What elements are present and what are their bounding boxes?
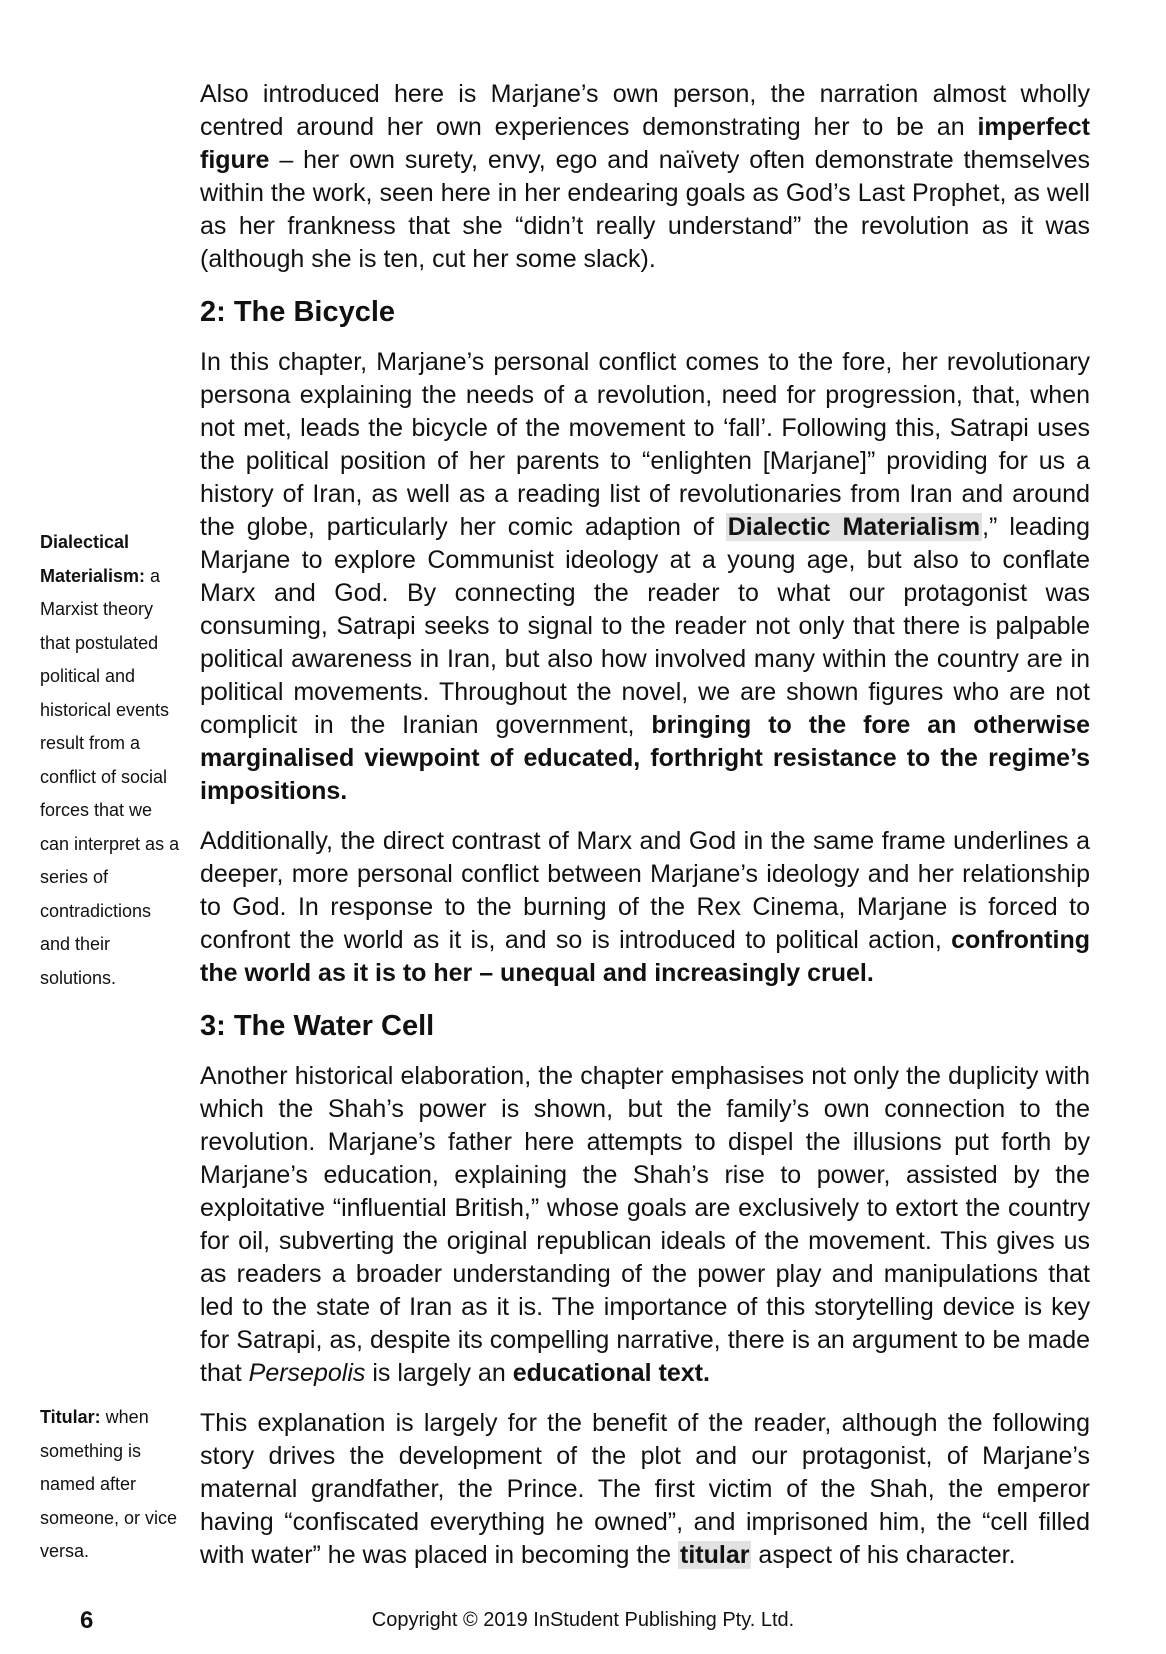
text-run: Additionally, the direct contrast of Marx and God in the same frame underlines a deeper, more personal conflict between Marjane’s ideology and her relationship to God. In response to the burning of the Rex Cinema, Marjane is forced to confront the world as it is, and so is introduced to political action,: [200, 827, 1090, 954]
italic-title: Persepolis: [248, 1359, 366, 1387]
bicycle-paragraph-1: [200, 346, 1090, 808]
page-number: 6: [80, 1607, 94, 1634]
glossary-term: Dialectical Materialism:: [40, 532, 146, 586]
section-heading-water-cell: 3: The Water Cell: [200, 1010, 435, 1042]
section-heading-bicycle: 2: The Bicycle: [200, 296, 396, 328]
text-run: Also introduced here is Marjane’s own person, the narration almost wholly centred around her own experiences demonstrating her to be an: [200, 80, 1090, 141]
margin-note-dialectical-materialism: [40, 526, 180, 995]
copyright-footer: Copyright © 2019 InStudent Publishing Pty. Ltd.: [371, 1609, 795, 1631]
bold-phrase: confronting the world as it is to her – unequal and increasingly cruel.: [200, 926, 1090, 987]
text-run: In this chapter, Marjane’s personal conflict comes to the fore, her revolutionary persona explaining the needs of a revolution, need for progression, that, when not met, leads the bicycle of the movement to ‘fall’. Following this, Satrapi uses the political position of her parents to “enlighten [Marjane]” providing for us a history of Iran, as well as a reading list of revolutionaries from Iran and around the globe, particularly her comic adaption of: [200, 348, 1090, 541]
intro-paragraph: [200, 78, 1090, 276]
text-run: aspect of his character.: [751, 1541, 1016, 1569]
margin-note-titular: [40, 1401, 180, 1569]
glossary-definition: a Marxist theory that postulated political and historical events result from a conflict of social forces that we can interpret as a series of contradictions and their solutions.: [40, 565, 180, 988]
glossary-term-highlight: Dialectic Materialism: [727, 513, 981, 541]
bicycle-paragraph-2: [200, 825, 1090, 990]
bold-phrase: bringing to the fore an otherwise marginalised viewpoint of educated, forthright resistance to the regime’s impositions.: [200, 711, 1090, 805]
bold-phrase: educational text.: [512, 1359, 710, 1387]
text-run: This explanation is largely for the benefit of the reader, although the following story drives the development of the plot and our protagonist, of Marjane’s maternal grandfather, the Prince. The first victim of the Shah, the emperor having “confiscated everything he owned”, and imprisoned him, the “cell filled with water” he was placed in becoming the: [200, 1409, 1090, 1569]
bold-phrase: imperfect figure: [200, 113, 1090, 174]
text-run: Another historical elaboration, the chapter emphasises not only the duplicity with which the Shah’s power is shown, but the family’s own connection to the revolution. Marjane’s father here attempts to dispel the illusions put forth by Marjane’s education, explaining the Shah’s rise to power, assisted by the exploitative “influential British,” whose goals are exclusively to extort the country for oil, subverting the original republican ideals of the movement. This gives us as readers a broader understanding of the power play and manipulations that led to the state of Iran as it is. The importance of this storytelling device is key for Satrapi, as, despite its compelling narrative, there is an argument to be made that: [200, 1062, 1090, 1387]
main-text-column: [200, 78, 1090, 1589]
water-cell-paragraph-1: [200, 1060, 1090, 1390]
glossary-term: Titular:: [40, 1407, 101, 1427]
text-run: ,” leading Marjane to explore Communist ideology at a young age, but also to conflate Marx and God. By connecting the reader to what our protagonist was consuming, Satrapi seeks to signal to the reader not only that there is palpable political awareness in Iran, but also how involved many within the country are in political movements. Throughout the novel, we are shown figures who are not complicit in the Iranian government,: [200, 513, 1090, 739]
glossary-term-highlight: titular: [680, 1541, 750, 1569]
glossary-definition: when something is named after someone, or vice versa.: [40, 1407, 178, 1561]
water-cell-paragraph-2: [200, 1407, 1090, 1572]
text-run: is largely an: [365, 1359, 513, 1387]
text-run: – her own surety, envy, ego and naïvety often demonstrate themselves within the work, seen here in her endearing goals as God’s Last Prophet, as well as her frankness that she “didn’t really understand” the revolution as it was (although she is ten, cut her some slack).: [200, 146, 1090, 273]
